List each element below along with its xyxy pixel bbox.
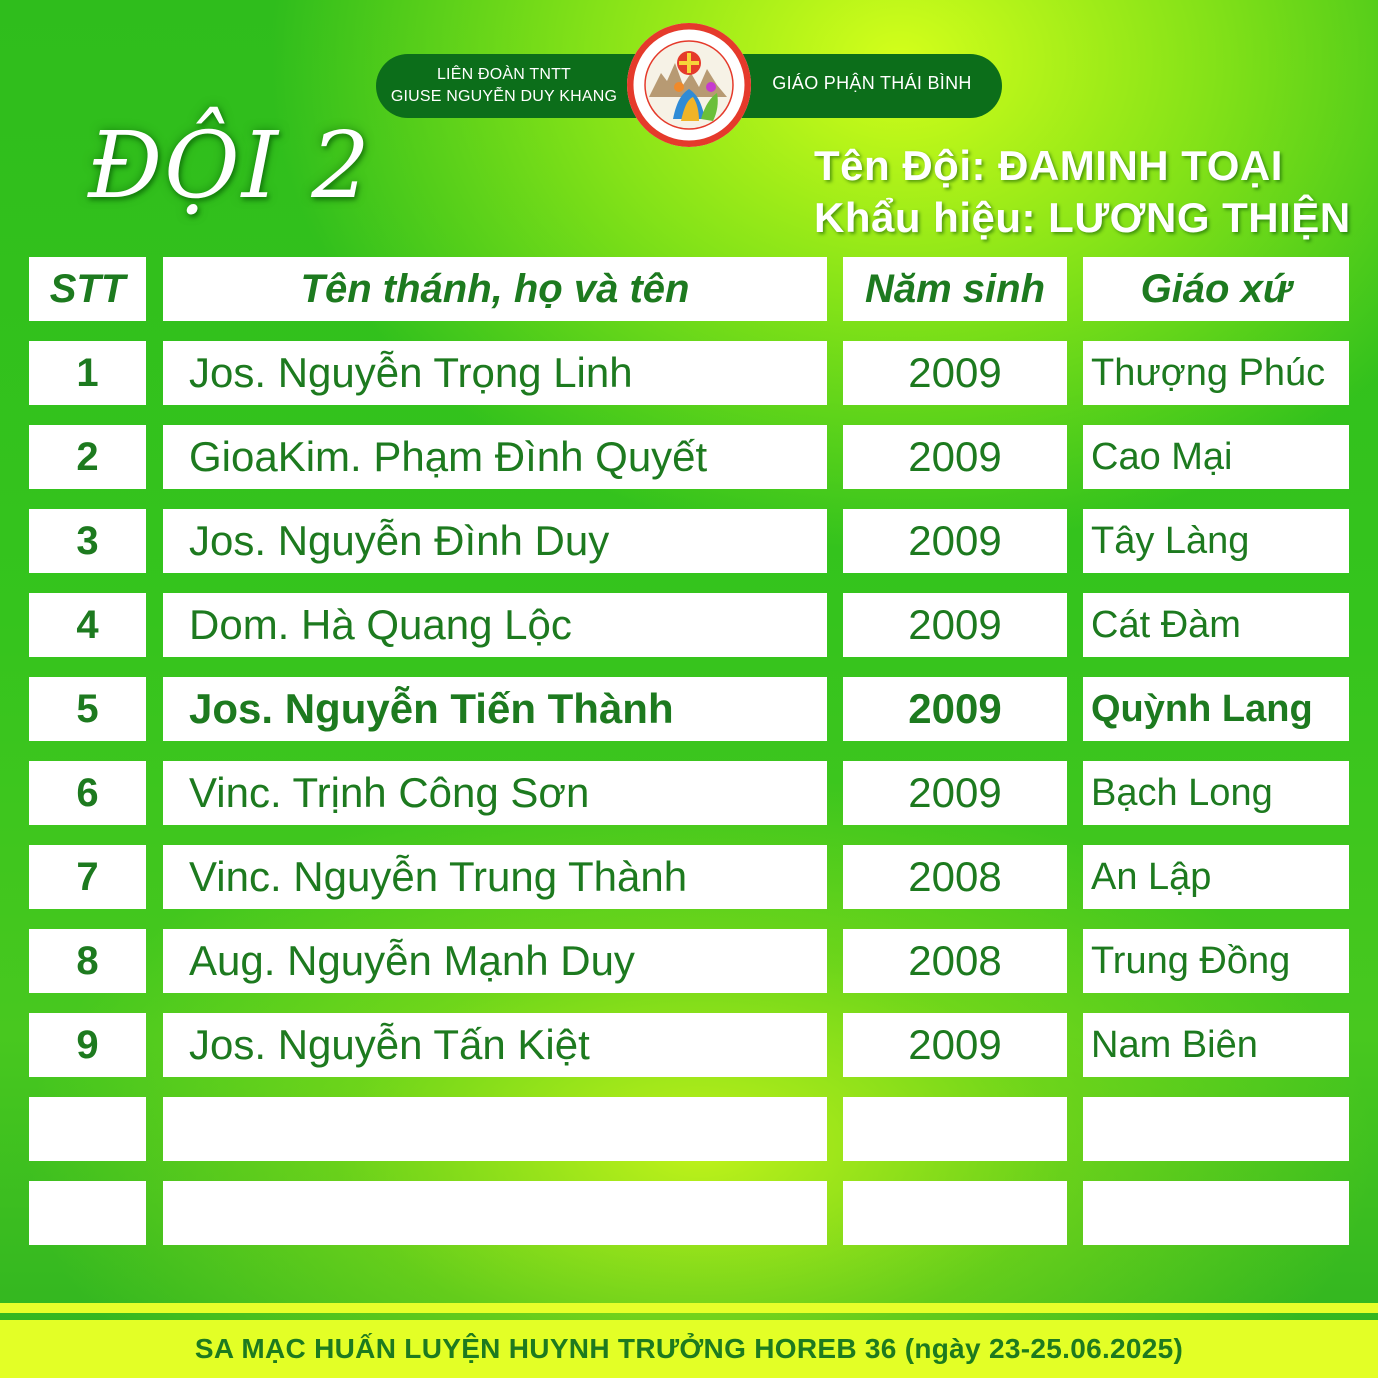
- row-stt: [29, 1097, 146, 1161]
- team-info: [814, 140, 1351, 244]
- row-year: [843, 1181, 1067, 1245]
- row-parish: Nam Biên: [1083, 1013, 1349, 1077]
- diocese-name: GIÁO PHẬN THÁI BÌNH: [772, 73, 972, 93]
- footer-divider: [0, 1303, 1378, 1313]
- header-year: Năm sinh: [843, 257, 1067, 321]
- row-year: 2008: [843, 929, 1067, 993]
- row-name: Jos. Nguyễn Tấn Kiệt: [163, 1013, 827, 1077]
- row-name: Vinc. Trịnh Công Sơn: [163, 761, 827, 825]
- federation-name-line2: GIUSE NGUYỄN DUY KHANG: [390, 88, 618, 105]
- row-stt: [29, 1181, 146, 1245]
- row-year: 2009: [843, 677, 1067, 741]
- row-year: 2009: [843, 1013, 1067, 1077]
- header-parish: Giáo xứ: [1083, 257, 1349, 321]
- row-name: Dom. Hà Quang Lộc: [163, 593, 827, 657]
- team-slogan: Khẩu hiệu: LƯƠNG THIỆN: [814, 194, 1351, 241]
- row-parish: Cát Đàm: [1083, 593, 1349, 657]
- row-year: 2009: [843, 761, 1067, 825]
- row-year: [843, 1097, 1067, 1161]
- row-parish: Tây Làng: [1083, 509, 1349, 573]
- row-parish: Trung Đồng: [1083, 929, 1349, 993]
- row-stt: 3: [29, 509, 146, 573]
- team-title: ĐỘI 2: [88, 112, 372, 219]
- row-name: [163, 1181, 827, 1245]
- row-parish: Quỳnh Lang: [1083, 677, 1349, 741]
- row-name: GioaKim. Phạm Đình Quyết: [163, 425, 827, 489]
- row-parish: Bạch Long: [1083, 761, 1349, 825]
- header-stt: STT: [29, 257, 146, 321]
- header-name: Tên thánh, họ và tên: [163, 257, 827, 321]
- federation-name: [384, 64, 624, 108]
- row-name: Jos. Nguyễn Đình Duy: [163, 509, 827, 573]
- row-year: 2009: [843, 341, 1067, 405]
- row-year: 2009: [843, 425, 1067, 489]
- row-name: Aug. Nguyễn Mạnh Duy: [163, 929, 827, 993]
- federation-name-line1: LIÊN ĐOÀN TNTT: [436, 66, 572, 83]
- row-name: Vinc. Nguyễn Trung Thành: [163, 845, 827, 909]
- federation-seal-icon: [627, 23, 751, 147]
- footer-banner: [0, 1320, 1378, 1378]
- row-stt: 2: [29, 425, 146, 489]
- footer-text: SA MẠC HUẤN LUYỆN HUYNH TRƯỞNG HOREB 36 (ngày 23-25.06.2025): [194, 1333, 1184, 1364]
- row-parish: Cao Mại: [1083, 425, 1349, 489]
- row-parish: An Lập: [1083, 845, 1349, 909]
- row-stt: 9: [29, 1013, 146, 1077]
- row-stt: 6: [29, 761, 146, 825]
- row-year: 2008: [843, 845, 1067, 909]
- row-stt: 4: [29, 593, 146, 657]
- row-parish: Thượng Phúc: [1083, 341, 1349, 405]
- row-name: Jos. Nguyễn Trọng Linh: [163, 341, 827, 405]
- row-parish: [1083, 1097, 1349, 1161]
- row-name: Jos. Nguyễn Tiến Thành: [163, 677, 827, 741]
- row-stt: 7: [29, 845, 146, 909]
- row-name: [163, 1097, 827, 1161]
- row-year: 2009: [843, 509, 1067, 573]
- row-stt: 5: [29, 677, 146, 741]
- row-year: 2009: [843, 593, 1067, 657]
- row-parish: [1083, 1181, 1349, 1245]
- team-name: Tên Đội: ĐAMINH TOẠI: [814, 142, 1283, 189]
- row-stt: 8: [29, 929, 146, 993]
- row-stt: 1: [29, 341, 146, 405]
